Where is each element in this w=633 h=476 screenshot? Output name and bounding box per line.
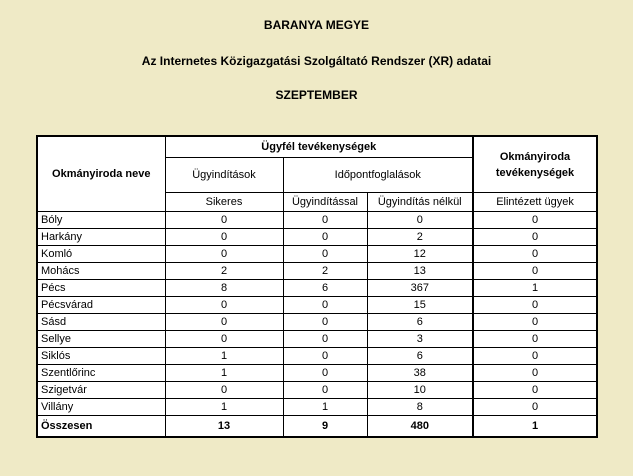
- row-without-case: 0: [367, 212, 473, 229]
- total-without-case: 480: [367, 416, 473, 438]
- header-client-activities: Ügyfél tevékenységek: [165, 136, 473, 158]
- table-row: [37, 229, 597, 246]
- total-row: [37, 416, 597, 438]
- header-with-case: Ügyindítással: [283, 193, 367, 212]
- total-successful: 13: [165, 416, 283, 438]
- row-with-case: 0: [283, 365, 367, 382]
- table-row: [37, 399, 597, 416]
- row-successful: 1: [165, 365, 283, 382]
- row-handled: 0: [473, 399, 597, 416]
- header-case-start: Ügyindítások: [165, 158, 283, 193]
- table-row: [37, 246, 597, 263]
- row-with-case: 0: [283, 246, 367, 263]
- row-handled: 0: [473, 382, 597, 399]
- row-office-name: Szigetvár: [37, 382, 165, 399]
- row-office-name: Pécs: [37, 280, 165, 297]
- header-office-name: Okmányiroda neve: [37, 136, 165, 212]
- row-successful: 0: [165, 246, 283, 263]
- header-office-activities: Okmányiroda tevékenységek: [473, 136, 597, 193]
- table-row: [37, 212, 597, 229]
- row-with-case: 6: [283, 280, 367, 297]
- report-subtitle: Az Internetes Közigazgatási Szolgáltató Rendszer (XR) adatai: [141, 54, 492, 68]
- row-without-case: 367: [367, 280, 473, 297]
- statistics-table: [36, 135, 598, 438]
- row-handled: 1: [473, 280, 597, 297]
- row-successful: 0: [165, 382, 283, 399]
- row-successful: 0: [165, 212, 283, 229]
- row-handled: 0: [473, 229, 597, 246]
- table-row: [37, 263, 597, 280]
- row-handled: 0: [473, 212, 597, 229]
- header-appointments: Időpontfoglalások: [283, 158, 473, 193]
- row-successful: 0: [165, 314, 283, 331]
- row-successful: 8: [165, 280, 283, 297]
- table-row: [37, 382, 597, 399]
- row-without-case: 10: [367, 382, 473, 399]
- row-with-case: 0: [283, 212, 367, 229]
- row-office-name: Bóly: [37, 212, 165, 229]
- row-with-case: 0: [283, 331, 367, 348]
- total-label: Összesen: [37, 416, 165, 438]
- report-title: BARANYA MEGYE: [263, 18, 370, 32]
- row-with-case: 0: [283, 229, 367, 246]
- header-successful: Sikeres: [165, 193, 283, 212]
- row-office-name: Mohács: [37, 263, 165, 280]
- row-office-name: Szentlőrinc: [37, 365, 165, 382]
- row-successful: 0: [165, 297, 283, 314]
- row-office-name: Sásd: [37, 314, 165, 331]
- row-successful: 1: [165, 399, 283, 416]
- row-successful: 2: [165, 263, 283, 280]
- row-handled: 0: [473, 246, 597, 263]
- table-row: [37, 331, 597, 348]
- row-with-case: 0: [283, 348, 367, 365]
- row-handled: 0: [473, 263, 597, 280]
- row-without-case: 6: [367, 314, 473, 331]
- header-handled: Elintézett ügyek: [473, 193, 597, 212]
- row-office-name: Komló: [37, 246, 165, 263]
- row-handled: 0: [473, 297, 597, 314]
- total-handled: 1: [473, 416, 597, 438]
- row-without-case: 15: [367, 297, 473, 314]
- row-without-case: 3: [367, 331, 473, 348]
- table-row: [37, 365, 597, 382]
- row-successful: 1: [165, 348, 283, 365]
- row-with-case: 1: [283, 399, 367, 416]
- row-without-case: 13: [367, 263, 473, 280]
- row-successful: 0: [165, 229, 283, 246]
- row-with-case: 0: [283, 297, 367, 314]
- row-without-case: 38: [367, 365, 473, 382]
- table-row: [37, 297, 597, 314]
- table-row: [37, 348, 597, 365]
- row-without-case: 2: [367, 229, 473, 246]
- row-with-case: 0: [283, 314, 367, 331]
- row-office-name: Pécsvárad: [37, 297, 165, 314]
- table-row: [37, 280, 597, 297]
- row-with-case: 0: [283, 382, 367, 399]
- row-office-name: Siklós: [37, 348, 165, 365]
- row-handled: 0: [473, 314, 597, 331]
- row-without-case: 8: [367, 399, 473, 416]
- row-without-case: 12: [367, 246, 473, 263]
- row-office-name: Villány: [37, 399, 165, 416]
- row-office-name: Harkány: [37, 229, 165, 246]
- row-successful: 0: [165, 331, 283, 348]
- header-without-case: Ügyindítás nélkül: [367, 193, 473, 212]
- row-handled: 0: [473, 331, 597, 348]
- total-with-case: 9: [283, 416, 367, 438]
- row-handled: 0: [473, 348, 597, 365]
- row-with-case: 2: [283, 263, 367, 280]
- table-row: [37, 314, 597, 331]
- row-office-name: Sellye: [37, 331, 165, 348]
- row-without-case: 6: [367, 348, 473, 365]
- row-handled: 0: [473, 365, 597, 382]
- report-period: SZEPTEMBER: [275, 88, 358, 102]
